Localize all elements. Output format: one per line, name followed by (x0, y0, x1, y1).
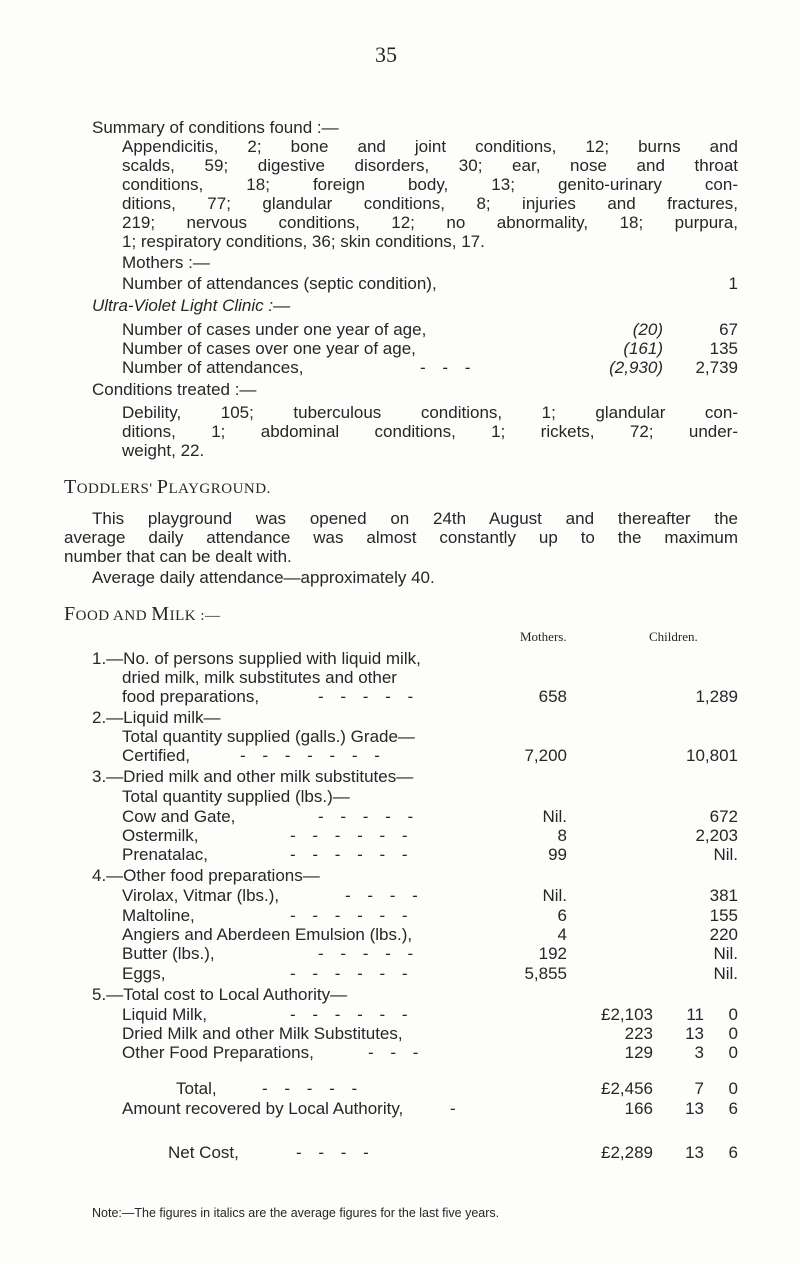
conditions-treated-label: Conditions treated :— (92, 380, 257, 399)
column-header-mothers: Mothers. (520, 629, 567, 644)
leader-dashes: - - - - (296, 1143, 375, 1162)
uv-row-value: 135 (709, 339, 738, 358)
uv-row-label: Number of cases over one year of age, (122, 339, 416, 358)
leader-dashes: - - - - - - (290, 906, 414, 925)
cost-row-label: Dried Milk and other Milk Substitutes, (122, 1024, 403, 1043)
children-value: 155 (709, 906, 738, 925)
children-value: 672 (709, 807, 738, 826)
children-value: Nil. (713, 845, 738, 864)
playground-heading: TODDLERS' PLAYGROUND. (64, 476, 271, 498)
mothers-value: 4 (557, 925, 567, 944)
leader-dashes: - - - - - (318, 944, 420, 963)
recovered-shillings: 13 (685, 1099, 704, 1118)
mothers-value: Nil. (542, 807, 567, 826)
children-value: 10,801 (686, 746, 738, 765)
uv-row-label: Number of cases under one year of age, (122, 320, 427, 339)
total-label: Total, (176, 1079, 217, 1098)
conditions-line: ditions, 1; abdominal conditions, 1; rickets, 72; under- (122, 422, 738, 441)
leader-dashes: - - - - - - (290, 826, 414, 845)
summary-line: conditions, 18; foreign body, 13; genito-urinary con- (122, 175, 738, 194)
food-item-1-line: dried milk, milk substitutes and other (122, 668, 397, 687)
summary-heading: Summary of conditions found :— (92, 118, 339, 137)
net-cost-pence: 6 (728, 1143, 738, 1162)
footnote: Note:—The figures in italics are the average figures for the last five years. (92, 1206, 500, 1220)
mothers-value: 192 (538, 944, 567, 963)
cost-row-label: Liquid Milk, (122, 1005, 208, 1024)
recovered-pence: 6 (728, 1099, 738, 1118)
mothers-value: Nil. (542, 886, 567, 905)
summary-line: 1; respiratory conditions, 36; skin conditions, 17. (122, 232, 485, 251)
food-item-3-line: Total quantity supplied (lbs.)— (122, 787, 350, 806)
food-row-label: Angiers and Aberdeen Emulsion (lbs.), (122, 925, 413, 944)
page-number: 35 (375, 42, 397, 67)
cost-row-label: Other Food Preparations, (122, 1043, 314, 1062)
uv-row-value: 67 (719, 320, 738, 339)
column-header-children: Children. (649, 629, 698, 644)
uv-row-dashes: - - - (420, 358, 477, 377)
cost-pence: 0 (728, 1024, 738, 1043)
net-cost-pounds: £2,289 (601, 1143, 653, 1162)
leader-dashes: - - - - (345, 886, 424, 905)
mothers-label: Mothers :— (122, 253, 210, 272)
food-row-label: Eggs, (122, 964, 166, 983)
mothers-value: 658 (538, 687, 567, 706)
food-row-label: Prenatalac, (122, 845, 208, 864)
leader-dashes: - - - (368, 1043, 425, 1062)
mothers-value: 8 (557, 826, 567, 845)
conditions-line: weight, 22. (122, 441, 205, 460)
summary-line: 219; nervous conditions, 12; no abnormality, 18; purpura, (122, 213, 738, 232)
uv-row-average: (2,930) (609, 358, 663, 377)
conditions-line: Debility, 105; tuberculous conditions, 1; glandular con- (122, 403, 738, 422)
summary-line: Appendicitis, 2; bone and joint conditions, 12; burns and (122, 137, 738, 156)
leader-dashes: - - - - - - (290, 1005, 414, 1024)
children-value: 1,289 (695, 687, 738, 706)
leader-dashes: - - - - - - (290, 964, 414, 983)
playground-line: number that can be dealt with. (64, 547, 292, 566)
cost-pounds: 223 (624, 1024, 653, 1043)
uv-row-label: Number of attendances, (122, 358, 304, 377)
uv-clinic-heading: Ultra-Violet Light Clinic :— (92, 296, 291, 315)
food-item-1-line: 1.—No. of persons supplied with liquid milk, (92, 649, 421, 668)
total-pence: 0 (728, 1079, 738, 1098)
total-pounds: £2,456 (601, 1079, 653, 1098)
cost-pence: 0 (728, 1005, 738, 1024)
leader-dashes: - - - - - - - (240, 746, 386, 765)
playground-average: Average daily attendance—approximately 40. (92, 568, 435, 587)
summary-line: ditions, 77; glandular conditions, 8; injuries and fractures, (122, 194, 738, 213)
leader-dashes: - - - - - (318, 807, 420, 826)
children-value: 381 (709, 886, 738, 905)
mothers-row-label: Number of attendances (septic condition), (122, 274, 437, 293)
mothers-value: 5,855 (524, 964, 567, 983)
food-row-label: Cow and Gate, (122, 807, 236, 826)
food-item-3-line: 3.—Dried milk and other milk substitutes— (92, 767, 414, 786)
uv-row-value: 2,739 (695, 358, 738, 377)
food-item-2-line: Total quantity supplied (galls.) Grade— (122, 727, 415, 746)
cost-pounds: £2,103 (601, 1005, 653, 1024)
children-value: Nil. (713, 964, 738, 983)
food-item-2-line: 2.—Liquid milk— (92, 708, 221, 727)
playground-line: average daily attendance was almost constantly up to the maximum (64, 528, 738, 547)
cost-shillings: 11 (686, 1005, 704, 1024)
food-row-label: Ostermilk, (122, 826, 199, 845)
net-cost-shillings: 13 (685, 1143, 704, 1162)
cost-pence: 0 (728, 1043, 738, 1062)
mothers-value: 99 (548, 845, 567, 864)
food-item-1-line: food preparations, (122, 687, 260, 706)
uv-row-average: (20) (632, 320, 663, 339)
uv-row-average: (161) (623, 339, 663, 358)
food-item-4-line: 4.—Other food preparations— (92, 866, 320, 885)
children-value: Nil. (713, 944, 738, 963)
playground-line: This playground was opened on 24th August and thereafter the (92, 509, 738, 528)
food-row-label: Virolax, Vitmar (lbs.), (122, 886, 280, 905)
food-item-2-line: Certified, (122, 746, 191, 765)
mothers-row-value: 1 (728, 274, 738, 293)
leader-dashes: - - - - - (262, 1079, 364, 1098)
leader-dashes: - - - - - (318, 687, 420, 706)
food-heading: FOOD AND MILK :— (64, 603, 221, 625)
net-cost-label: Net Cost, (168, 1143, 239, 1162)
cost-shillings: 13 (685, 1024, 704, 1043)
summary-line: scalds, 59; digestive disorders, 30; ear, nose and throat (122, 156, 738, 175)
children-value: 2,203 (695, 826, 738, 845)
food-row-label: Butter (lbs.), (122, 944, 215, 963)
food-row-label: Maltoline, (122, 906, 195, 925)
recovered-label: Amount recovered by Local Authority, (122, 1099, 404, 1118)
leader-dashes: - - - - - - (290, 845, 414, 864)
children-value: 220 (709, 925, 738, 944)
food-item-5-line: 5.—Total cost to Local Authority— (92, 985, 348, 1004)
mothers-value: 7,200 (524, 746, 567, 765)
cost-shillings: 3 (694, 1043, 704, 1062)
cost-pounds: 129 (624, 1043, 653, 1062)
leader-dashes: - (450, 1099, 456, 1118)
total-shillings: 7 (694, 1079, 704, 1098)
mothers-value: 6 (557, 906, 567, 925)
recovered-pounds: 166 (624, 1099, 653, 1118)
